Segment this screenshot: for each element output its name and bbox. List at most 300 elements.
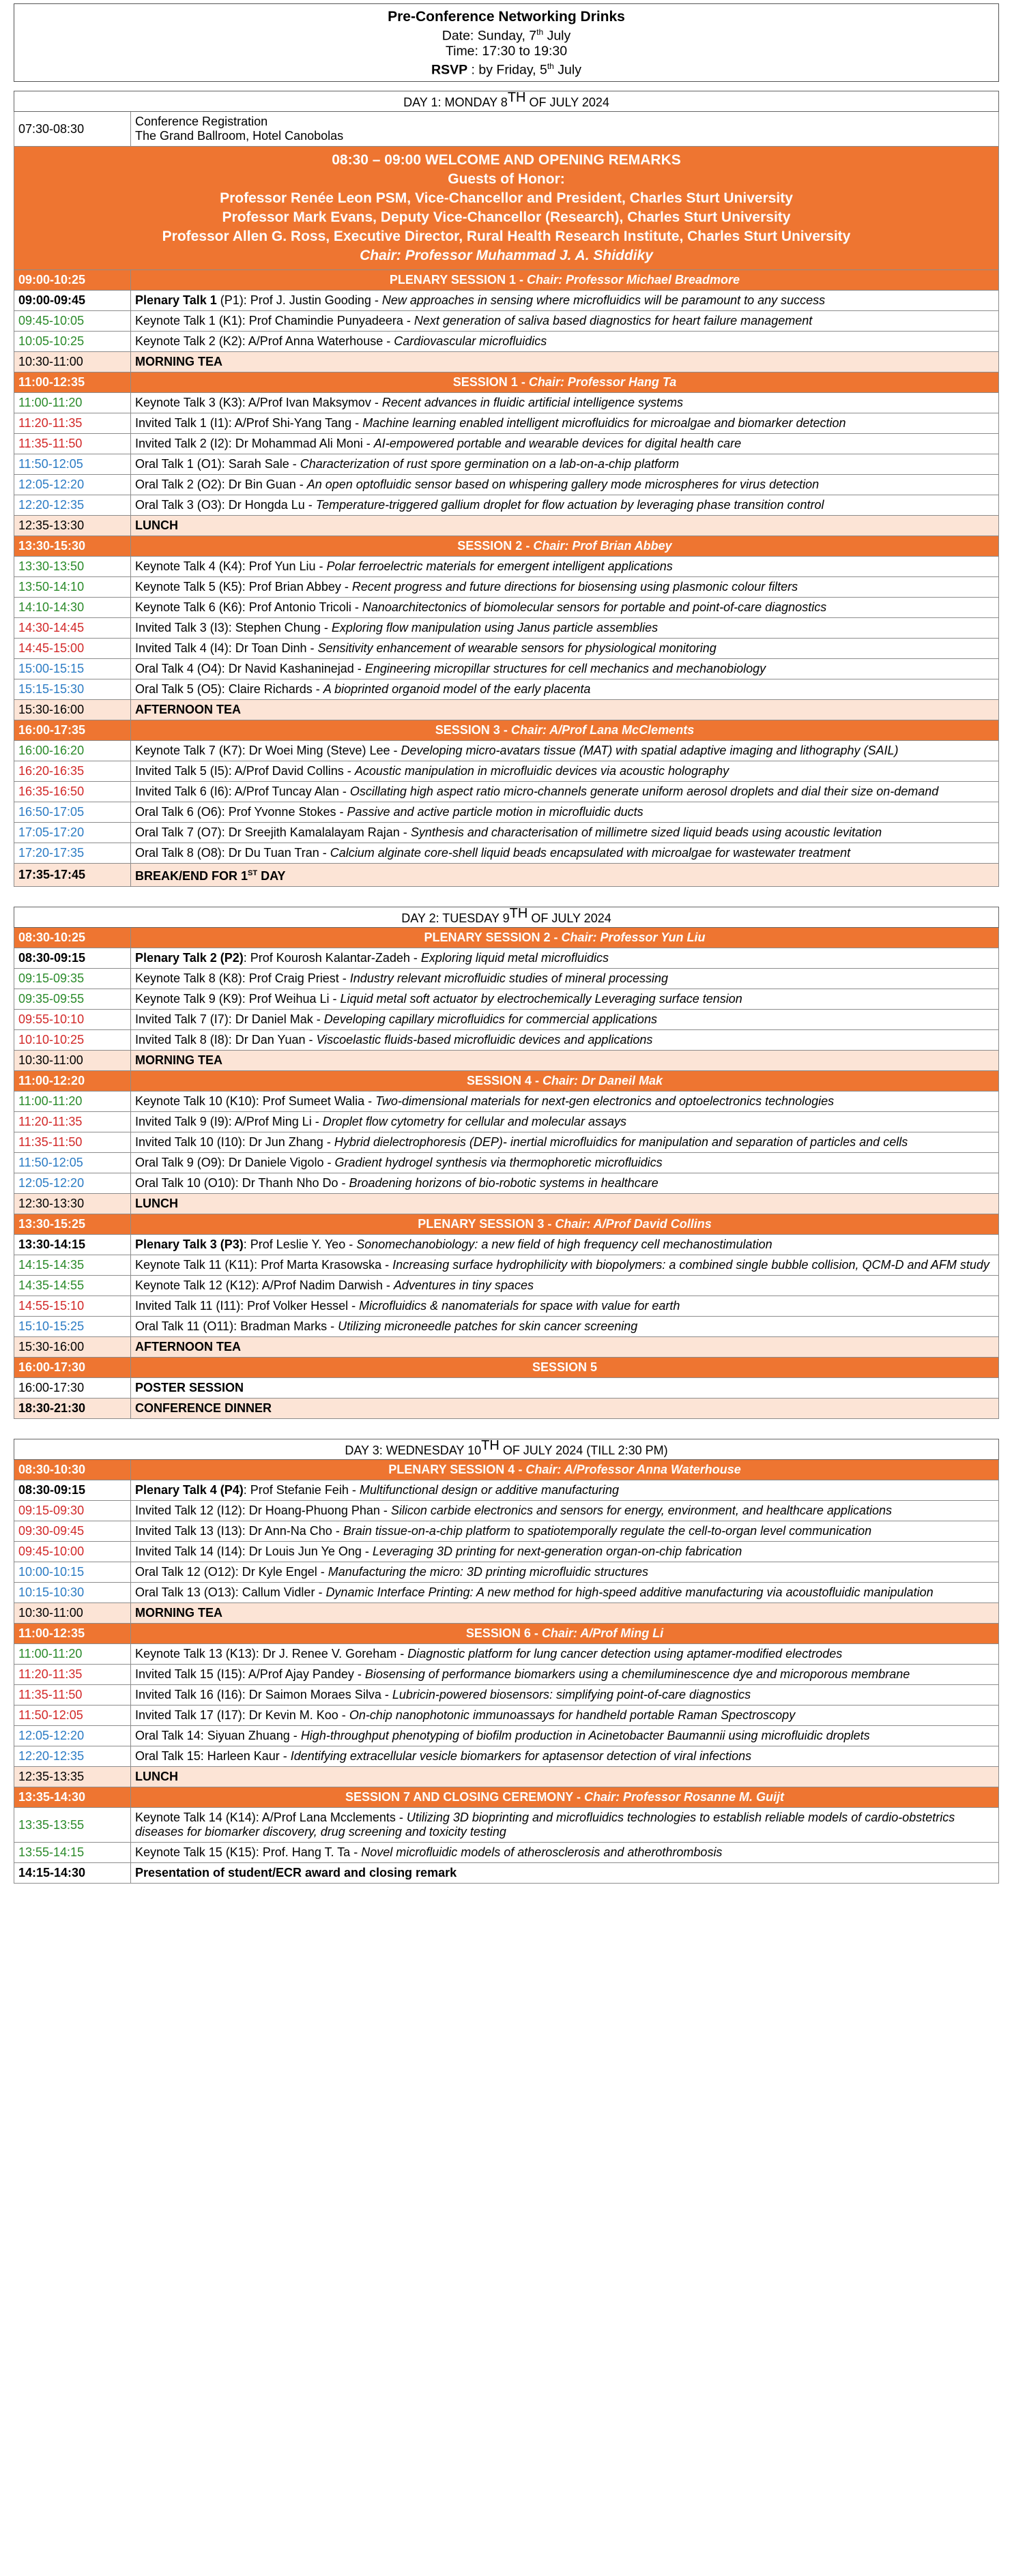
- talk-title: Developing micro-avatars tissue (MAT) with spatial adaptive imaging and lithography (SAIL): [401, 744, 899, 757]
- talk-row: [14, 577, 999, 598]
- day1-s3-header: [14, 536, 999, 557]
- day2-session5-header: 16:00-17:30 SESSION 5: [14, 1358, 999, 1378]
- talk-label: Keynote Talk 4: [135, 559, 216, 573]
- day3-s3-header: [14, 1787, 999, 1808]
- break-row: [14, 352, 999, 372]
- pre-conference-title: Pre-Conference Networking Drinks: [388, 9, 625, 25]
- talk-label: Invited Talk 14: [135, 1545, 214, 1558]
- break-row: [14, 516, 999, 536]
- talk-details: [131, 393, 999, 413]
- talk-time: 11:35-11:50: [14, 434, 131, 454]
- talk-label: Keynote Talk 15: [135, 1845, 222, 1859]
- talk-details: [131, 741, 999, 761]
- talk-title: Calcium alginate core-shell liquid beads encapsulated with microalgae for wastewater treatment: [330, 846, 851, 860]
- talk-time: 12:05-12:20: [14, 1726, 131, 1746]
- talk-row: [14, 618, 999, 639]
- talk-time: 08:30-09:15: [14, 1480, 131, 1501]
- talk-time: 14:55-15:10: [14, 1296, 131, 1317]
- talk-label: Keynote Talk 14: [135, 1811, 222, 1824]
- talk-details: [131, 1010, 999, 1030]
- talk-title: Next generation of saliva based diagnostics for heart failure management: [414, 314, 813, 327]
- talk-details: [131, 1173, 999, 1194]
- session-title: SESSION 7 AND CLOSING CEREMONY - Chair: Professor Rosanne M. Guijt: [131, 1787, 999, 1808]
- talk-row: [14, 1480, 999, 1501]
- talk-speaker: (O12): Dr Kyle Engel -: [200, 1565, 328, 1579]
- session-title: SESSION 6 - Chair: A/Prof Ming Li: [131, 1624, 999, 1644]
- talk-time: 16:20-16:35: [14, 761, 131, 782]
- talk-time: 11:35-11:50: [14, 1685, 131, 1706]
- talk-time: 09:00-09:45: [14, 291, 131, 311]
- session-title: SESSION 2 - Chair: Prof Brian Abbey: [131, 536, 999, 557]
- talk-details: [131, 1501, 999, 1521]
- talk-label: Keynote Talk 2: [135, 334, 216, 348]
- day1-s4-header: [14, 720, 999, 741]
- talk-speaker: (I14): Dr Louis Jun Ye Ong -: [213, 1545, 373, 1558]
- talk-row: [14, 659, 999, 679]
- session-time: 13:30-15:25: [14, 1214, 131, 1235]
- talk-details: [131, 332, 999, 352]
- talk-row: [14, 1583, 999, 1603]
- session-title: PLENARY SESSION 4 - Chair: A/Professor Anna Waterhouse: [131, 1460, 999, 1480]
- session-title: SESSION 3 - Chair: A/Prof Lana McClements: [131, 720, 999, 741]
- talk-details: [131, 495, 999, 516]
- talk-row: [14, 761, 999, 782]
- talk-speaker: (I1): A/Prof Shi-Yang Tang -: [206, 416, 363, 430]
- talk-details: [131, 413, 999, 434]
- talk-label: Invited Talk 1: [135, 416, 207, 430]
- talk-time: 08:30-09:15: [14, 948, 131, 969]
- session-time: 11:00-12:35: [14, 372, 131, 393]
- talk-title: Manufacturing the micro: 3D printing microfluidic structures: [328, 1565, 648, 1579]
- talk-title: Passive and active particle motion in microfluidic ducts: [347, 805, 644, 819]
- talk-row: [14, 1173, 999, 1194]
- talk-details: [131, 1030, 999, 1051]
- talk-details: [131, 843, 999, 864]
- talk-row: [14, 1501, 999, 1521]
- talk-details: [131, 1235, 999, 1255]
- talk-speaker: (I7): Dr Daniel Mak -: [206, 1012, 324, 1026]
- talk-row: [14, 1030, 999, 1051]
- talk-speaker: (I11): Prof Volker Hessel -: [212, 1299, 360, 1313]
- talk-speaker: (O4): Dr Navid Kashaninejad -: [193, 662, 365, 675]
- talk-label: Invited Talk 9: [135, 1115, 207, 1128]
- talk-row: [14, 1010, 999, 1030]
- talk-speaker: (O3): Dr Hongda Lu -: [193, 498, 316, 512]
- talk-time: 15:00-15:15: [14, 659, 131, 679]
- talk-row: [14, 1746, 999, 1767]
- break-label: MORNING TEA: [131, 1051, 999, 1071]
- talk-label: Keynote Talk 10: [135, 1094, 222, 1108]
- talk-label: Invited Talk 12: [135, 1504, 214, 1517]
- talk-title: Recent progress and future directions for biosensing using plasmonic colour filters: [351, 580, 798, 594]
- talk-title: Machine learning enabled intelligent microfluidics for microalgae and biomarker detection: [362, 416, 846, 430]
- talk-time: 13:55-14:15: [14, 1843, 131, 1863]
- session-time: 08:30-10:30: [14, 1460, 131, 1480]
- talk-label: Keynote Talk 7: [135, 744, 216, 757]
- talk-details: [131, 1542, 999, 1562]
- talk-details: [131, 618, 999, 639]
- talk-row: [14, 475, 999, 495]
- talk-speaker: (I4): Dr Toan Dinh -: [206, 641, 318, 655]
- talk-label: Oral Talk 15:: [135, 1749, 204, 1763]
- talk-title: Characterization of rust spore germination on a lab-on-a-chip platform: [300, 457, 680, 471]
- break-time: 12:35-13:30: [14, 516, 131, 536]
- talk-label: Invited Talk 15: [135, 1667, 214, 1681]
- talk-time: 09:15-09:30: [14, 1501, 131, 1521]
- talk-title: High-throughput phenotyping of biofilm production in Acinetobacter Baumannii using microfluidic droplets: [300, 1729, 870, 1742]
- talk-details: [131, 969, 999, 989]
- talk-time: 11:00-11:20: [14, 393, 131, 413]
- talk-speaker: (I8): Dr Dan Yuan -: [206, 1033, 317, 1046]
- talk-row: [14, 679, 999, 700]
- session-chair: Chair: Professor Hang Ta: [528, 375, 677, 389]
- talk-speaker: (I9): A/Prof Ming Li -: [206, 1115, 323, 1128]
- talk-details: [131, 1276, 999, 1296]
- session-time: 11:00-12:35: [14, 1624, 131, 1644]
- talk-speaker: (I5): A/Prof David Collins -: [206, 764, 355, 778]
- talk-row: [14, 332, 999, 352]
- talk-details: [131, 1296, 999, 1317]
- talk-title: Silicon carbide electronics and sensors for energy, environment, and healthcare applications: [390, 1504, 892, 1517]
- break-row: [14, 1603, 999, 1624]
- talk-speaker: (K5): Prof Brian Abbey -: [215, 580, 352, 594]
- talk-title: Acoustic manipulation in microfluidic devices via acoustic holography: [354, 764, 729, 778]
- break-row: [14, 700, 999, 720]
- talk-row: [14, 948, 999, 969]
- talk-details: [131, 311, 999, 332]
- talk-time: 11:20-11:35: [14, 1112, 131, 1132]
- session-title: PLENARY SESSION 1 - Chair: Professor Michael Breadmore: [131, 270, 999, 291]
- talk-label: Keynote Talk 8: [135, 971, 216, 985]
- talk-details: [131, 557, 999, 577]
- talk-row: [14, 1726, 999, 1746]
- pre-conference-date: Date: Sunday, 7th July: [442, 27, 571, 44]
- talk-row: [14, 802, 999, 823]
- talk-time: 13:35-13:55: [14, 1808, 131, 1843]
- talk-details: [131, 948, 999, 969]
- talk-title: New approaches in sensing where microfluidics will be paramount to any success: [381, 293, 826, 307]
- day3-s2-header: [14, 1624, 999, 1644]
- break-time: 12:30-13:30: [14, 1194, 131, 1214]
- talk-time: 11:50-12:05: [14, 1706, 131, 1726]
- talk-details: [131, 679, 999, 700]
- talk-details: [131, 659, 999, 679]
- talk-row: [14, 1317, 999, 1337]
- talk-speaker: (O10): Dr Thanh Nho Do -: [200, 1176, 349, 1190]
- talk-row: [14, 782, 999, 802]
- talk-speaker: Harleen Kaur -: [203, 1749, 291, 1763]
- talk-title: Exploring liquid metal microfluidics: [420, 951, 609, 965]
- talk-title: Brain tissue-on-a-chip platform to spatiotemporally regulate the cell-to-organ level communication: [343, 1524, 872, 1538]
- talk-time: 09:35-09:55: [14, 989, 131, 1010]
- pre-conference-time: Time: 17:30 to 19:30: [445, 43, 568, 59]
- guests-heading: Guests of Honor:: [448, 171, 565, 187]
- talk-details: [131, 1746, 999, 1767]
- break-time: 15:30-16:00: [14, 1337, 131, 1358]
- session-time: 09:00-10:25: [14, 270, 131, 291]
- talk-speaker: (K15): Prof. Hang T. Ta -: [222, 1845, 362, 1859]
- day1-s2-header: [14, 372, 999, 393]
- talk-title: Cardiovascular microfluidics: [394, 334, 547, 348]
- break-label: LUNCH: [131, 516, 999, 536]
- talk-speaker: (I10): Dr Jun Zhang -: [213, 1135, 334, 1149]
- talk-title: Viscoelastic fluids-based microfluidic devices and applications: [316, 1033, 653, 1046]
- talk-time: 11:00-11:20: [14, 1092, 131, 1112]
- talk-row: [14, 823, 999, 843]
- talk-speaker: (K14): A/Prof Lana Mcclements -: [222, 1811, 407, 1824]
- talk-title: Sensitivity enhancement of wearable sensors for physiological monitoring: [317, 641, 717, 655]
- pre-conference-rsvp: RSVP : by Friday, 5th July: [431, 61, 581, 77]
- talk-label: Invited Talk 10: [135, 1135, 214, 1149]
- talk-speaker: (I15): A/Prof Ajay Pandey -: [213, 1667, 365, 1681]
- pre-conference-box: [14, 3, 999, 82]
- session-chair: Chair: A/Professor Anna Waterhouse: [525, 1463, 741, 1476]
- talk-speaker: (K6): Prof Antonio Tricoli -: [215, 600, 362, 614]
- talk-speaker: (K10): Prof Sumeet Walia -: [222, 1094, 376, 1108]
- talk-row: [14, 454, 999, 475]
- day3-s1-header: [14, 1460, 999, 1480]
- break-row: [14, 1051, 999, 1071]
- talk-details: [131, 1808, 999, 1843]
- talk-time: 11:20-11:35: [14, 413, 131, 434]
- talk-time: 10:00-10:15: [14, 1562, 131, 1583]
- talk-title: Polar ferroelectric materials for emergent intelligent applications: [326, 559, 673, 573]
- talk-details: [131, 802, 999, 823]
- talk-row: [14, 1706, 999, 1726]
- talk-title: Hybrid dielectrophoresis (DEP)- inertial microfluidics for manipulation and separation of particles and cells: [334, 1135, 908, 1149]
- talk-label: Plenary Talk 3 (P3): [135, 1238, 244, 1251]
- talk-speaker: (K1): Prof Chamindie Punyadeera -: [215, 314, 414, 327]
- talk-details: [131, 475, 999, 495]
- talk-speaker: (K13): Dr J. Renee V. Goreham -: [222, 1647, 408, 1660]
- talk-label: Invited Talk 5: [135, 764, 207, 778]
- talk-label: Keynote Talk 9: [135, 992, 216, 1006]
- talk-time: 11:00-11:20: [14, 1644, 131, 1665]
- talk-details: [131, 1685, 999, 1706]
- talk-row: [14, 311, 999, 332]
- talk-row: [14, 741, 999, 761]
- talk-title: Exploring flow manipulation using Janus particle assemblies: [331, 621, 659, 634]
- talk-title: Industry relevant microfluidic studies of mineral processing: [349, 971, 668, 985]
- guest-1: Professor Renée Leon PSM, Vice-Chancellor and President, Charles Sturt University: [220, 190, 793, 206]
- talk-row: [14, 843, 999, 864]
- talk-label: Plenary Talk 4 (P4): [135, 1483, 244, 1497]
- talk-speaker: (I16): Dr Saimon Moraes Silva -: [213, 1688, 392, 1701]
- talk-details: [131, 1092, 999, 1112]
- talk-time: 14:15-14:35: [14, 1255, 131, 1276]
- talk-title: On-chip nanophotonic immunoassays for handheld portable Raman Spectroscopy: [349, 1708, 796, 1722]
- talk-title: Diagnostic platform for lung cancer detection using aptamer-modified electrodes: [407, 1647, 843, 1660]
- talk-label: Keynote Talk 5: [135, 580, 216, 594]
- talk-time: 11:35-11:50: [14, 1132, 131, 1153]
- talk-time: 17:20-17:35: [14, 843, 131, 864]
- talk-title: A bioprinted organoid model of the early placenta: [323, 682, 591, 696]
- talk-row: [14, 1112, 999, 1132]
- session-time: 08:30-10:25: [14, 928, 131, 948]
- talk-label: Keynote Talk 1: [135, 314, 216, 327]
- talk-row: [14, 1808, 999, 1843]
- talk-speaker: (I6): A/Prof Tuncay Alan -: [206, 785, 350, 798]
- registration-row: [14, 112, 999, 147]
- talk-time: 14:30-14:45: [14, 618, 131, 639]
- talk-time: 17:05-17:20: [14, 823, 131, 843]
- talk-details: [131, 1706, 999, 1726]
- talk-row: [14, 598, 999, 618]
- talk-time: 15:10-15:25: [14, 1317, 131, 1337]
- talk-speaker: (K8): Prof Craig Priest -: [215, 971, 350, 985]
- break-label: MORNING TEA: [131, 352, 999, 372]
- talk-title: Gradient hydrogel synthesis via thermophoretic microfluidics: [334, 1156, 663, 1169]
- talk-label: Invited Talk 2: [135, 437, 207, 450]
- day2-title: DAY 2: TUESDAY 9TH OF JULY 2024: [14, 907, 999, 928]
- talk-title: An open optofluidic sensor based on whispering gallery mode microspheres for virus detection: [306, 478, 820, 491]
- talk-label: Oral Talk 10: [135, 1176, 201, 1190]
- talk-title: Lubricin-powered biosensors: simplifying point-of-care diagnostics: [392, 1688, 751, 1701]
- talk-label: Invited Talk 4: [135, 641, 207, 655]
- talk-title: Increasing surface hydrophilicity with biopolymers: a combined single bubble collision, QCM-D and AFM study: [392, 1258, 989, 1272]
- talk-title: Sonomechanobiology: a new field of high frequency cell mechanostimulation: [356, 1238, 772, 1251]
- talk-time: 16:00-16:20: [14, 741, 131, 761]
- talk-row: [14, 969, 999, 989]
- talk-details: [131, 639, 999, 659]
- talk-title: Synthesis and characterisation of millimetre sized liquid beads using acoustic levitation: [410, 825, 882, 839]
- talk-title: Identifying extracellular vesicle biomarkers for aptasensor detection of viral infections: [290, 1749, 752, 1763]
- talk-label: Invited Talk 6: [135, 785, 207, 798]
- talk-label: Keynote Talk 13: [135, 1647, 222, 1660]
- talk-row: [14, 434, 999, 454]
- talk-speaker: (K3): A/Prof Ivan Maksymov -: [215, 396, 382, 409]
- talk-time: 11:20-11:35: [14, 1665, 131, 1685]
- welcome-heading: 08:30 – 09:00 WELCOME AND OPENING REMARKS: [332, 152, 681, 168]
- talk-speaker: (K11): Prof Marta Krasowska -: [221, 1258, 393, 1272]
- talk-title: Utilizing microneedle patches for skin cancer screening: [338, 1319, 638, 1333]
- talk-label: Plenary Talk 1: [135, 293, 217, 307]
- talk-details: [131, 1665, 999, 1685]
- talk-speaker: (O11): Bradman Marks -: [199, 1319, 338, 1333]
- talk-row: [14, 989, 999, 1010]
- talk-title: Utilizing 3D bioprinting and microfluidics technologies to establish reliable models of cardio-obstetrics diseases for biomarker discovery, drug screening and toxicity testing: [135, 1811, 955, 1839]
- talk-label: Oral Talk 11: [135, 1319, 200, 1333]
- talk-label: Invited Talk 13: [135, 1524, 214, 1538]
- session-title: SESSION 1 - Chair: Professor Hang Ta: [131, 372, 999, 393]
- talk-time: 16:50-17:05: [14, 802, 131, 823]
- talk-details: [131, 1843, 999, 1863]
- session-time: 13:30-15:30: [14, 536, 131, 557]
- talk-speaker: (K7): Dr Woei Ming (Steve) Lee -: [215, 744, 401, 757]
- talk-label: Invited Talk 3: [135, 621, 207, 634]
- talk-time: 09:15-09:35: [14, 969, 131, 989]
- day1-title: DAY 1: MONDAY 8TH OF JULY 2024: [14, 91, 999, 112]
- talk-time: 09:55-10:10: [14, 1010, 131, 1030]
- talk-row: [14, 1153, 999, 1173]
- talk-details: [131, 823, 999, 843]
- talk-time: 09:45-10:00: [14, 1542, 131, 1562]
- poster-row: 16:00-17:30 POSTER SESSION: [14, 1378, 999, 1399]
- talk-title: Droplet flow cytometry for cellular and molecular assays: [322, 1115, 626, 1128]
- talk-row: [14, 1521, 999, 1542]
- talk-speaker: (O6): Prof Yvonne Stokes -: [193, 805, 347, 819]
- program-document: [14, 3, 999, 1884]
- talk-speaker: (O9): Dr Daniele Vigolo -: [193, 1156, 335, 1169]
- talk-speaker: (O13): Callum Vidler -: [200, 1585, 326, 1599]
- talk-label: Oral Talk 8: [135, 846, 194, 860]
- talk-speaker: (I13): Dr Ann-Na Cho -: [213, 1524, 343, 1538]
- closing-row: 14:15-14:30 Presentation of student/ECR award and closing remark: [14, 1863, 999, 1884]
- talk-label: Invited Talk 8: [135, 1033, 207, 1046]
- talk-speaker: : Prof Stefanie Feih -: [243, 1483, 360, 1497]
- talk-label: Plenary Talk 2 (P2): [135, 951, 244, 965]
- talk-time: 14:45-15:00: [14, 639, 131, 659]
- talk-row: [14, 1562, 999, 1583]
- talk-details: [131, 782, 999, 802]
- session-chair: Chair: Prof Brian Abbey: [533, 539, 672, 553]
- talk-title: Broadening horizons of bio-robotic systems in healthcare: [349, 1176, 659, 1190]
- talk-speaker: (O1): Sarah Sale -: [193, 457, 300, 471]
- talk-details: [131, 761, 999, 782]
- talk-time: 10:10-10:25: [14, 1030, 131, 1051]
- talk-time: 15:15-15:30: [14, 679, 131, 700]
- talk-label: Oral Talk 6: [135, 805, 194, 819]
- talk-title: Multifunctional design or additive manufacturing: [359, 1483, 620, 1497]
- talk-speaker: (O7): Dr Sreejith Kamalalayam Rajan -: [193, 825, 411, 839]
- talk-label: Oral Talk 2: [135, 478, 194, 491]
- talk-label: Oral Talk 14:: [135, 1729, 204, 1742]
- talk-label: Oral Talk 7: [135, 825, 194, 839]
- break-label: MORNING TEA: [131, 1603, 999, 1624]
- talk-title: Dynamic Interface Printing: A new method for high-speed additive manufacturing via acoustofluidic manipulation: [326, 1585, 934, 1599]
- talk-details: [131, 1521, 999, 1542]
- session-chair: Chair: Professor Yun Liu: [561, 931, 706, 944]
- talk-details: [131, 598, 999, 618]
- talk-label: Oral Talk 1: [135, 457, 194, 471]
- talk-row: [14, 495, 999, 516]
- session-time: 16:00-17:35: [14, 720, 131, 741]
- session-title: SESSION 4 - Chair: Dr Daneil Mak: [131, 1071, 999, 1092]
- talk-title: Engineering micropillar structures for cell mechanics and mechanobiology: [364, 662, 766, 675]
- break-time: 10:30-11:00: [14, 1603, 131, 1624]
- day2-s2-header: [14, 1071, 999, 1092]
- talk-details: [131, 1480, 999, 1501]
- talk-row: [14, 1235, 999, 1255]
- talk-time: 09:30-09:45: [14, 1521, 131, 1542]
- talk-time: 14:35-14:55: [14, 1276, 131, 1296]
- talk-details: [131, 1317, 999, 1337]
- talk-speaker: (I2): Dr Mohammad Ali Moni -: [206, 437, 374, 450]
- talk-title: Novel microfluidic models of atherosclerosis and atherothrombosis: [361, 1845, 723, 1859]
- talk-label: Oral Talk 5: [135, 682, 194, 696]
- talk-time: 12:05-12:20: [14, 475, 131, 495]
- guest-2: Professor Mark Evans, Deputy Vice-Chancellor (Research), Charles Sturt University: [222, 209, 791, 225]
- session-chair: Chair: A/Prof Ming Li: [541, 1626, 664, 1640]
- talk-label: Keynote Talk 3: [135, 396, 216, 409]
- day2-table: [14, 907, 999, 1419]
- talk-time: 13:30-14:15: [14, 1235, 131, 1255]
- talk-label: Invited Talk 16: [135, 1688, 214, 1701]
- talk-row: [14, 1542, 999, 1562]
- talk-time: 11:50-12:05: [14, 454, 131, 475]
- talk-time: 12:20-12:35: [14, 1746, 131, 1767]
- talk-row: [14, 1092, 999, 1112]
- talk-row: [14, 291, 999, 311]
- talk-details: [131, 577, 999, 598]
- talk-label: Invited Talk 17: [135, 1708, 214, 1722]
- talk-title: AI-empowered portable and wearable devices for digital health care: [373, 437, 742, 450]
- day1-table: [14, 91, 999, 887]
- talk-speaker: (O2): Dr Bin Guan -: [193, 478, 307, 491]
- talk-label: Keynote Talk 11: [135, 1258, 222, 1272]
- talk-details: [131, 1153, 999, 1173]
- break-row: [14, 1767, 999, 1787]
